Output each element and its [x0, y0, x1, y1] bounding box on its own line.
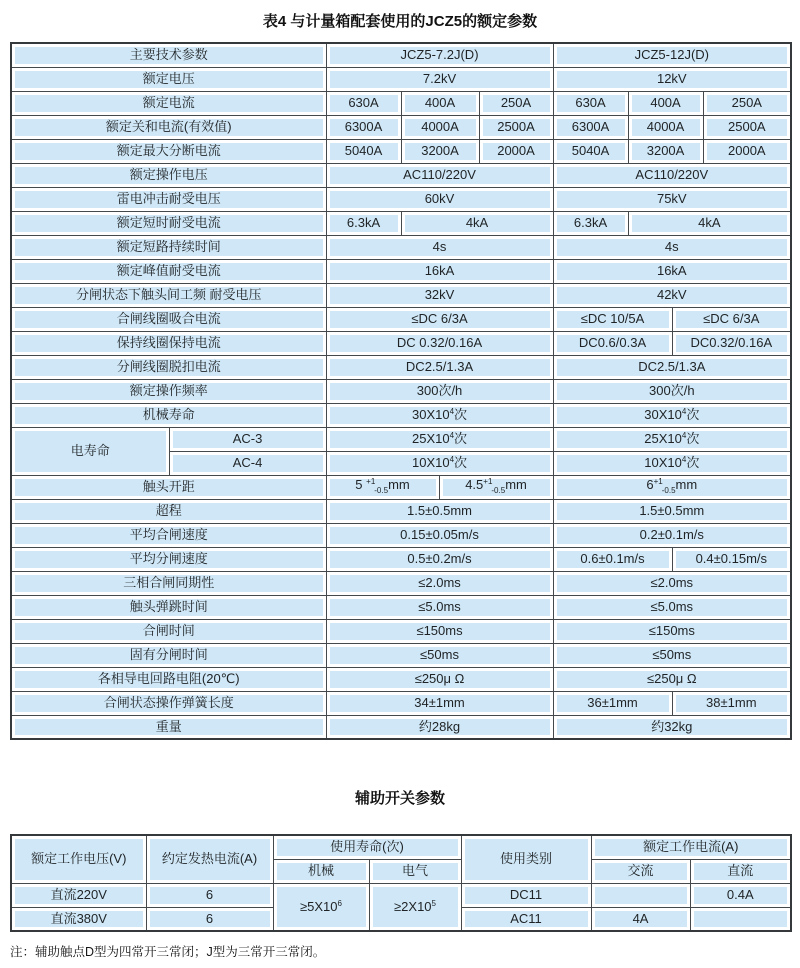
table-cell: 机械 — [273, 859, 369, 883]
table-row — [11, 307, 791, 331]
table-cell: 2500A — [479, 115, 553, 139]
table-cell: DC 0.32/0.16A — [326, 331, 553, 355]
table-cell: 电寿命 — [11, 427, 169, 475]
table-cell: 额定关和电流(有效值) — [11, 115, 326, 139]
table-cell — [326, 475, 439, 499]
table-cell: 重量 — [11, 715, 326, 739]
table-cell: 机械寿命 — [11, 403, 326, 427]
table-row — [11, 67, 791, 91]
table-cell: 额定工作电流(A) — [591, 835, 791, 859]
table-cell: 平均分闸速度 — [11, 547, 326, 571]
table-row — [11, 355, 791, 379]
aux-switch-table — [10, 834, 792, 932]
table-cell: 触头开距 — [11, 475, 326, 499]
table-cell: 0.5±0.2m/s — [326, 547, 553, 571]
table-row — [11, 91, 791, 115]
aux-table-title: 辅助开关参数 — [354, 790, 445, 807]
table-cell: AC110/220V — [326, 163, 553, 187]
table-cell: DC11 — [461, 883, 591, 907]
cell-text: 10X10 — [644, 454, 682, 470]
table-cell: 额定短路持续时间 — [11, 235, 326, 259]
table-cell: 额定操作电压 — [11, 163, 326, 187]
table-row — [11, 715, 791, 739]
table-cell: 16kA — [326, 259, 553, 283]
table-cell — [591, 883, 690, 907]
table-cell: 0.6±0.1m/s — [553, 547, 672, 571]
superscript-text: 4 — [681, 430, 687, 440]
superscript-text: 4 — [449, 454, 455, 464]
table-cell: 38±1mm — [672, 691, 791, 715]
table-cell: 630A — [326, 91, 401, 115]
table-cell: 4000A — [401, 115, 479, 139]
table-row — [11, 283, 791, 307]
table-cell: 4kA — [628, 211, 791, 235]
table-cell: 6.3kA — [553, 211, 628, 235]
table-cell: 额定最大分断电流 — [11, 139, 326, 163]
table-cell — [553, 475, 791, 499]
table-row — [11, 619, 791, 643]
cell-text: mm — [675, 477, 698, 493]
table-cell: ≤DC 10/5A — [553, 307, 672, 331]
table-row — [11, 691, 791, 715]
table-row — [11, 235, 791, 259]
table-row — [11, 643, 791, 667]
table-cell: 额定工作电压(V) — [11, 835, 146, 883]
table-cell: 合闸时间 — [11, 619, 326, 643]
table-cell: 1.5±0.5mm — [553, 499, 791, 523]
table-row — [11, 835, 791, 859]
table-cell: 分闸状态下触头间工频 耐受电压 — [11, 283, 326, 307]
footnote: 注：辅助触点D型为四常开三常闭；J型为三常开三常闭。 — [10, 945, 326, 959]
table-cell: 保持线圈保持电流 — [11, 331, 326, 355]
table-cell: 42kV — [553, 283, 791, 307]
cell-text: 5 — [355, 477, 367, 493]
table-cell — [369, 883, 461, 931]
cell-text: ≥2X10 — [394, 898, 432, 914]
table-cell: 直流220V — [11, 883, 146, 907]
table-row — [11, 547, 791, 571]
table-cell: ≤250μ Ω — [553, 667, 791, 691]
table-cell: 交流 — [591, 859, 690, 883]
table-cell: 平均合闸速度 — [11, 523, 326, 547]
subscript-text: -0.5 — [491, 486, 506, 496]
subscript-text: -0.5 — [661, 486, 676, 496]
table-cell: ≤DC 6/3A — [326, 307, 553, 331]
table-cell: 额定电流 — [11, 91, 326, 115]
table-cell: ≤5.0ms — [326, 595, 553, 619]
table-cell: 约32kg — [553, 715, 791, 739]
table-cell: 电气 — [369, 859, 461, 883]
table-row — [11, 211, 791, 235]
cell-text: 6 — [646, 477, 654, 493]
table-cell: 16kA — [553, 259, 791, 283]
table-cell: 7.2kV — [326, 67, 553, 91]
table-cell — [690, 907, 791, 931]
table-cell: 约28kg — [326, 715, 553, 739]
table-cell: 6300A — [553, 115, 628, 139]
table-cell: 250A — [479, 91, 553, 115]
cell-text: 次 — [454, 406, 468, 422]
main-table-title: 表4 与计量箱配套使用的JCZ5的额定参数 — [262, 13, 538, 30]
table-row — [11, 571, 791, 595]
table-cell: 0.15±0.05m/s — [326, 523, 553, 547]
cell-text: 10X10 — [411, 454, 450, 470]
table-cell: 各相导电回路电阻(20℃) — [11, 667, 326, 691]
table-cell: ≤150ms — [553, 619, 791, 643]
superscript-text: 4 — [681, 454, 687, 464]
table-cell: 额定短时耐受电流 — [11, 211, 326, 235]
table-row — [11, 187, 791, 211]
table-cell — [326, 427, 553, 451]
table-cell: 直流 — [690, 859, 791, 883]
table-cell: 合闸状态操作弹簧长度 — [11, 691, 326, 715]
table-cell: ≤2.0ms — [553, 571, 791, 595]
table-row — [11, 499, 791, 523]
table-cell: 触头弹跳时间 — [11, 595, 326, 619]
table-cell: ≤50ms — [553, 643, 791, 667]
table-cell — [326, 403, 553, 427]
table-cell: ≤250μ Ω — [326, 667, 553, 691]
cell-text: 次 — [686, 454, 700, 470]
table-cell: 4s — [553, 235, 791, 259]
table-cell: 3200A — [628, 139, 703, 163]
table-cell: 额定峰值耐受电流 — [11, 259, 326, 283]
table-cell: DC2.5/1.3A — [553, 355, 791, 379]
superscript-text: 4 — [681, 406, 687, 416]
table-row — [11, 115, 791, 139]
table-cell: 250A — [703, 91, 791, 115]
table-cell — [439, 475, 553, 499]
cell-text: mm — [505, 477, 527, 493]
table-row — [11, 595, 791, 619]
table-cell: 6.3kA — [326, 211, 401, 235]
table-cell: 0.4A — [690, 883, 791, 907]
table-cell — [553, 403, 791, 427]
table-cell: ≤50ms — [326, 643, 553, 667]
table-cell: JCZ5-7.2J(D) — [326, 43, 553, 67]
cell-text: 次 — [686, 406, 700, 422]
table-cell: 32kV — [326, 283, 553, 307]
table-cell: 雷电冲击耐受电压 — [11, 187, 326, 211]
table-cell: 400A — [628, 91, 703, 115]
table-cell: JCZ5-12J(D) — [553, 43, 791, 67]
table-cell: 2000A — [703, 139, 791, 163]
table-row — [11, 259, 791, 283]
superscript-text: 4 — [449, 430, 455, 440]
table-row — [11, 403, 791, 427]
table-cell: 34±1mm — [326, 691, 553, 715]
table-cell — [553, 451, 791, 475]
cell-text: mm — [388, 477, 410, 493]
table-cell: 75kV — [553, 187, 791, 211]
table-cell: 4kA — [401, 211, 553, 235]
table-cell: 1.5±0.5mm — [326, 499, 553, 523]
table-cell: 60kV — [326, 187, 553, 211]
cell-text: 次 — [454, 430, 468, 446]
superscript-text: +1 — [366, 477, 376, 487]
table-row — [11, 43, 791, 67]
table-cell: 4s — [326, 235, 553, 259]
table-cell: AC11 — [461, 907, 591, 931]
table-cell: DC0.32/0.16A — [672, 331, 791, 355]
table-cell: ≤150ms — [326, 619, 553, 643]
superscript-text: 5 — [431, 898, 436, 908]
table-cell: AC110/220V — [553, 163, 791, 187]
table-cell: 36±1mm — [553, 691, 672, 715]
table-cell: 6 — [146, 883, 273, 907]
table-row — [11, 331, 791, 355]
table-cell: DC2.5/1.3A — [326, 355, 553, 379]
table-cell: 使用寿命(次) — [273, 835, 461, 859]
table-row — [11, 379, 791, 403]
cell-text: 次 — [686, 430, 700, 446]
cell-text: 30X10 — [644, 406, 682, 422]
table-cell: 4A — [591, 907, 690, 931]
table-cell: 合闸线圈吸合电流 — [11, 307, 326, 331]
superscript-text: 4 — [449, 406, 455, 416]
cell-text: 25X10 — [411, 430, 450, 446]
table-cell: ≤DC 6/3A — [672, 307, 791, 331]
superscript-text: +1 — [483, 477, 493, 487]
table-cell: 0.4±0.15m/s — [672, 547, 791, 571]
table-cell: 额定电压 — [11, 67, 326, 91]
table-cell — [553, 427, 791, 451]
table-cell: 5040A — [326, 139, 401, 163]
table-cell: 超程 — [11, 499, 326, 523]
cell-text: 次 — [454, 454, 468, 470]
table-row — [11, 523, 791, 547]
table-row — [11, 163, 791, 187]
cell-text: 30X10 — [411, 406, 450, 422]
table-cell: 6 — [146, 907, 273, 931]
superscript-text: +1 — [653, 477, 663, 487]
table-cell: 主要技术参数 — [11, 43, 326, 67]
table-cell — [326, 451, 553, 475]
table-cell: ≤2.0ms — [326, 571, 553, 595]
table-cell: 三相合闸同期性 — [11, 571, 326, 595]
table-row — [11, 667, 791, 691]
table-cell: DC0.6/0.3A — [553, 331, 672, 355]
table-cell: 400A — [401, 91, 479, 115]
table-cell: 12kV — [553, 67, 791, 91]
table-cell: AC-4 — [169, 451, 326, 475]
table-cell: 直流380V — [11, 907, 146, 931]
table-cell: 300次/h — [553, 379, 791, 403]
cell-text: 25X10 — [644, 430, 682, 446]
table-row — [11, 883, 791, 907]
table-cell: 300次/h — [326, 379, 553, 403]
table-row — [11, 427, 791, 451]
table-cell — [273, 883, 369, 931]
table-cell: 固有分闸时间 — [11, 643, 326, 667]
table-cell: 2000A — [479, 139, 553, 163]
subscript-text: -0.5 — [374, 486, 389, 496]
table-cell: 分闸线圈脱扣电流 — [11, 355, 326, 379]
table-cell: ≤5.0ms — [553, 595, 791, 619]
table-cell: 2500A — [703, 115, 791, 139]
table-row — [11, 475, 791, 499]
table-cell: 约定发热电流(A) — [146, 835, 273, 883]
table-cell: 使用类别 — [461, 835, 591, 883]
table-cell: 额定操作频率 — [11, 379, 326, 403]
main-spec-table — [10, 42, 792, 740]
table-cell: 3200A — [401, 139, 479, 163]
table-row — [11, 139, 791, 163]
table-cell: AC-3 — [169, 427, 326, 451]
cell-text: 4.5 — [465, 477, 484, 493]
cell-text: ≥5X10 — [300, 898, 338, 914]
table-cell: 4000A — [628, 115, 703, 139]
table-cell: 630A — [553, 91, 628, 115]
table-cell: 0.2±0.1m/s — [553, 523, 791, 547]
table-cell: 5040A — [553, 139, 628, 163]
table-cell: 6300A — [326, 115, 401, 139]
superscript-text: 6 — [337, 898, 342, 908]
